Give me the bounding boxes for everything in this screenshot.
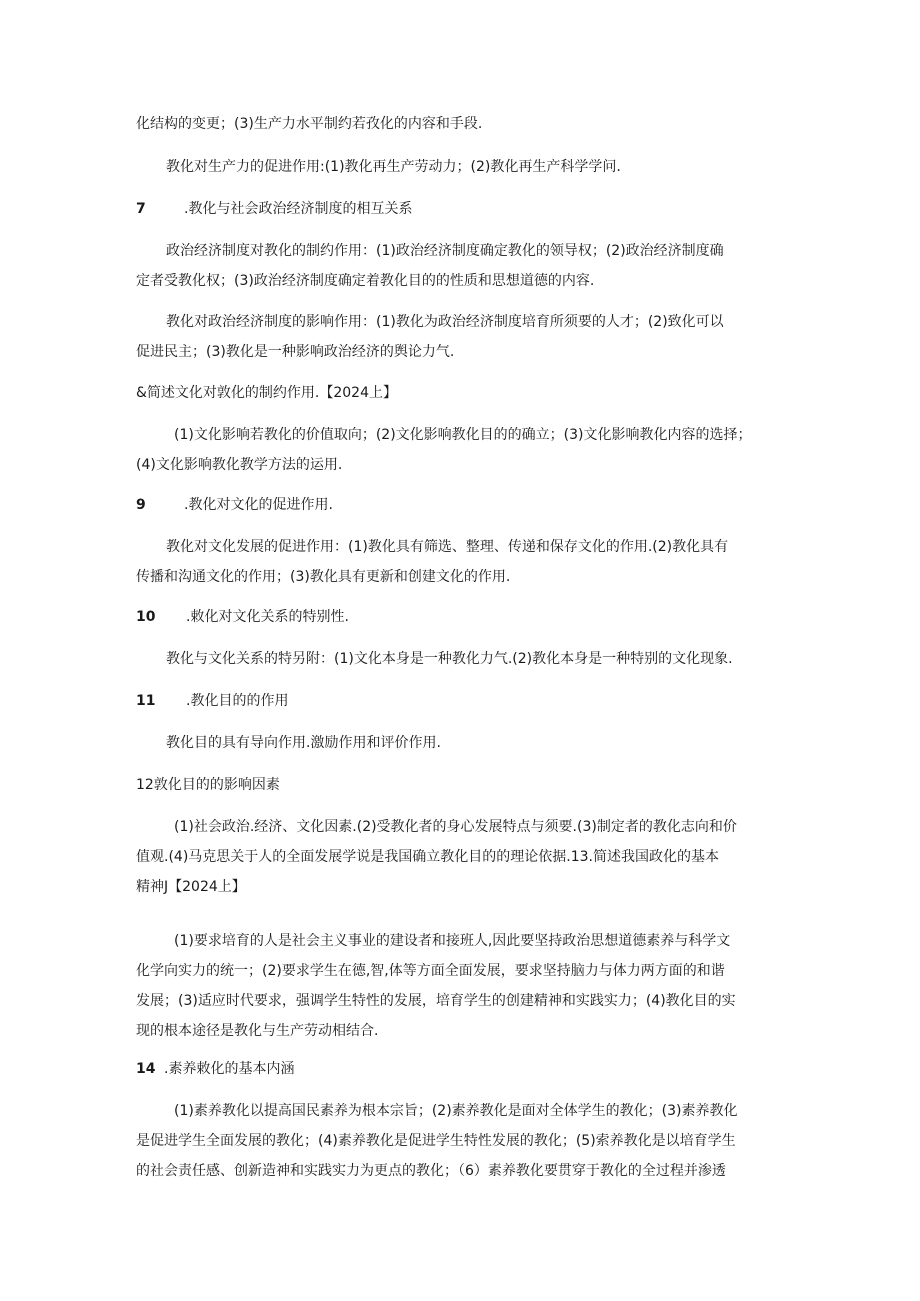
paragraph-productivity-promotion [166,152,796,182]
paragraph-aim-spirit [136,926,796,1046]
text-line: (4)文化影响教化教学方法的运用. [136,457,343,473]
paragraph-aim-functions [166,728,796,758]
heading-12 [136,770,796,800]
heading-9 [136,490,796,520]
text-line: 精神J【2024上】 [136,879,246,895]
heading-14 [136,1054,796,1084]
text-line: 定者受教化权；(3)政治经济制度确定着教化目的的性质和思想道德的内容. [136,273,595,289]
heading-11 [136,686,796,716]
text-line: 传播和沟通文化的作用；(3)教化具有更新和创建文化的作用. [136,569,511,585]
paragraph-political-influence [136,307,796,367]
text-line: 促进民主；(3)教化是一种影响政治经济的舆论力气. [136,344,455,360]
heading-number: 10 [136,609,156,625]
paragraph-production-constraints [136,109,796,139]
text-line: 发展；(3)适应时代要求，强调学生特性的发展，培育学生的创建精神和实践实力；(4)教化目的实 [136,993,736,1009]
heading-text: .教化与社会政治经济制度的相互关系 [184,201,413,217]
text-line: (1)文化影响若教化的价值取向；(2)文化影响教化目的的确立；(3)文化影响教化内容的选择； [174,427,752,443]
heading-number: 9 [136,497,146,513]
heading-text: .教化目的的作用 [186,693,289,709]
text-line: 化学向实力的统一；(2)要求学生在德,智,体等方面全面发展，要求坚持脑力与体力两方面的和谐 [136,963,725,979]
paragraph-aim-factors [136,812,796,902]
heading-text: .教化对文化的促进作用. [184,497,333,513]
text-line: 化结构的变更；(3)生产力水平制约若孜化的内容和手段. [136,116,483,132]
paragraph-culture-promotion [136,532,796,592]
text-line: 教化对政治经济制度的影响作用：(1)教化为政治经济制度培育所须要的人才；(2)致化可以 [166,314,724,330]
heading-text: .素养敕化的基本内涵 [164,1061,295,1077]
text-line: 是促进学生全面发展的教化；(4)素养教化是促进学生特性发展的教化；(5)索养教化是以培育学生 [136,1133,736,1149]
text-line: 政治经济制度对教化的制约作用：(1)政治经济制度确定教化的领导权；(2)政治经济制度确 [166,243,724,259]
heading-number: 7 [136,201,146,217]
text-line: 的社会责任感、创新造神和实践实力为更点的教化；（6）素养教化要贯穿于教化的全过程并渗透 [136,1163,726,1179]
text-line: 教化对生产力的促进作用:(1)教化再生产劳动力；(2)教化再生产科学学问. [166,159,621,175]
heading-number: 11 [136,693,156,709]
heading-number: 14 [136,1061,156,1077]
text-line: 教化对文化发展的促进作用：(1)教化具有筛选、整理、传递和保存文化的作用.(2)教化具有 [166,539,729,555]
paragraph-quality-education [136,1096,796,1186]
text-line: (1)素养教化以提高国民素养为根本宗旨；(2)素养教化是面对全体学生的教化；(3)素养教化 [174,1103,738,1119]
heading-text: &简述文化对敦化的制约作用.【2024上】 [136,385,397,401]
heading-8 [136,378,796,408]
text-line: 教化目的具有导向作用.激励作用和评价作用. [166,735,441,751]
paragraph-culture-constraints [136,420,796,480]
heading-text: 12敦化目的的影响因素 [136,777,280,793]
paragraph-culture-relation [166,644,796,674]
text-line: 教化与文化关系的特另附：(1)文化本身是一种教化力气.(2)教化本身是一种特别的文化现象. [166,651,733,667]
heading-7 [136,194,796,224]
heading-10 [136,602,796,632]
heading-text: .敕化对文化关系的特别性. [186,609,349,625]
text-line: 值观.(4)马克思关于人的全面发展学说是我国确立教化目的的理论依据.13.简述我国政化的基本 [136,849,719,865]
paragraph-political-constraints [136,236,796,296]
text-line: (1)社会政治.经济、文化因素.(2)受教化者的身心发展特点与须要.(3)制定者的教化志向和价 [174,819,737,835]
text-line: 现的根本途径是教化与生产劳动相结合. [136,1023,379,1039]
text-line: (1)要求培育的人是社会主义事业的建设者和接班人,因此要坚持政治思想道德素养与科学文 [174,933,731,949]
